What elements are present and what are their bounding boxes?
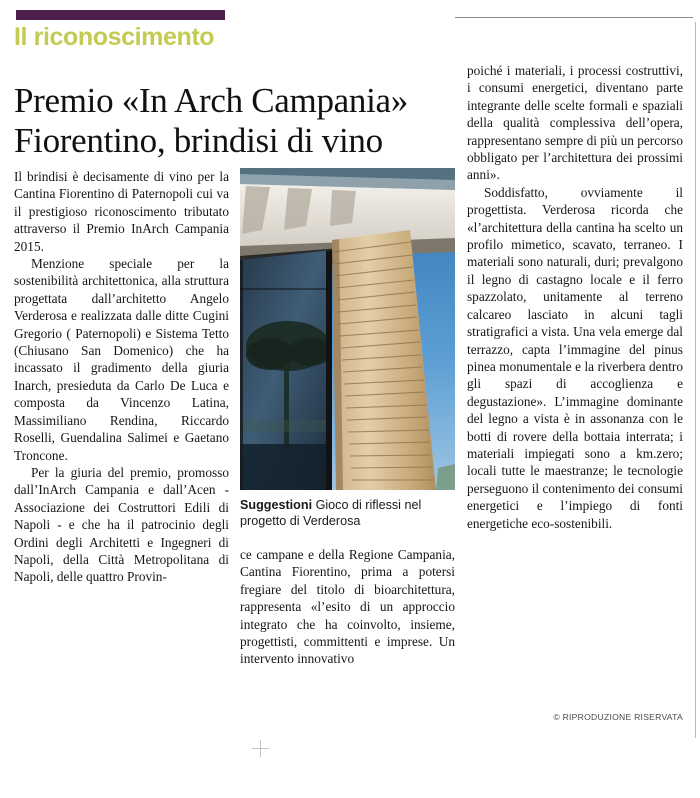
body-column-1 (14, 168, 229, 586)
registration-crop-mark (252, 740, 269, 757)
kicker-accent-bar (16, 10, 225, 20)
caption-lead: Suggestioni (240, 498, 313, 512)
paragraph: poiché i materiali, i processi costruttivi, i consumi energetici, diventano parte integrante delle scelte formali e spaziali della qualità complessiva dell’opera, rappresentano sempre di più un percorso obbligato per l’architettura dei prossimi anni». (467, 63, 684, 183)
paragraph: ce campane e della Regione Campania, Cantina Fiorentino, prima a potersi fregiare del titolo di bioarchitettura, rappresenta «l’esito di un approccio integrato che ha coinvolto, insieme, progettisti, committenti e imprese. Un intervento innovativo (240, 547, 455, 667)
paragraph: Menzione speciale per la sostenibilità architettonica, alla struttura progettata dall’architetto Angelo Verderosa e realizzata dalle ditte Cugini Gregorio ( Paternopoli) e Sistema Tetto (Chiusano San Domenico) che ha incassato il gradimento della giuria Inarch, presieduta da Carlo De Luca e composta da Vincenzo Latina, Massimiliano Rendina, Riccardo Roselli, Guendalina Salimei e Gaetano Troncone. (14, 256, 229, 463)
top-horizontal-rule (455, 17, 693, 18)
body-column-3 (467, 62, 683, 532)
photo-caption (240, 497, 458, 529)
body-column-2 (240, 546, 455, 668)
article-photo (240, 168, 455, 490)
caption-text: Gioco di riflessi nel progetto di Verderosa (240, 498, 422, 528)
right-vertical-rule (695, 22, 696, 738)
article-headline (14, 81, 474, 161)
paragraph: Il brindisi è decisamente di vino per la Cantina Fiorentino di Paternopoli cui va il prestigioso riconoscimento tributato attraverso il Premio InArch Campania 2015. (14, 169, 229, 254)
photo-illustration (240, 168, 455, 490)
paragraph: Soddisfatto, ovviamente il progettista. Verderosa ricorda che «l’architettura della cantina ha scelto un profilo mimetico, scavato, terraneo. I materiali sono naturali, duri; prevalgono il legno di castagno locale e il ferro spazzolato, unitamente al terreno calcareo lasciato in alcuni tagli stratigrafici a vista. Una vela emerge dal terrazzo, capta l’immagine del pinus pinea monumentale e la riverbera dentro gli spazi di accoglienza e degustazione». L’immagine dominante del legno a vista è in assonanza con le botti di rovere della bottaia interrata; i materiali impiegati sono a km.zero; locali tutte le maestranze; le tecnologie perseguono il contenimento dei consumi energetici e l’impiego di fonti energetiche eco-sostenibili. (467, 184, 683, 531)
article-kicker: Il riconoscimento (14, 23, 215, 51)
headline-line-1: Premio «In Arch Campania» (14, 81, 408, 121)
headline-line-2: Fiorentino, brindisi di vino (14, 121, 383, 161)
paragraph: Per la giuria del premio, promosso dall’InArch Campania e dall’Acen - Associazione dei Costruttori Edili di Napoli - e che ha il patrocinio degli Ordini degli Architetti e Ingegneri di Napoli, della Città Metropolitana di Napoli, delle quattro Provin- (14, 464, 229, 585)
copyright-notice: © RIPRODUZIONE RISERVATA (553, 712, 683, 722)
